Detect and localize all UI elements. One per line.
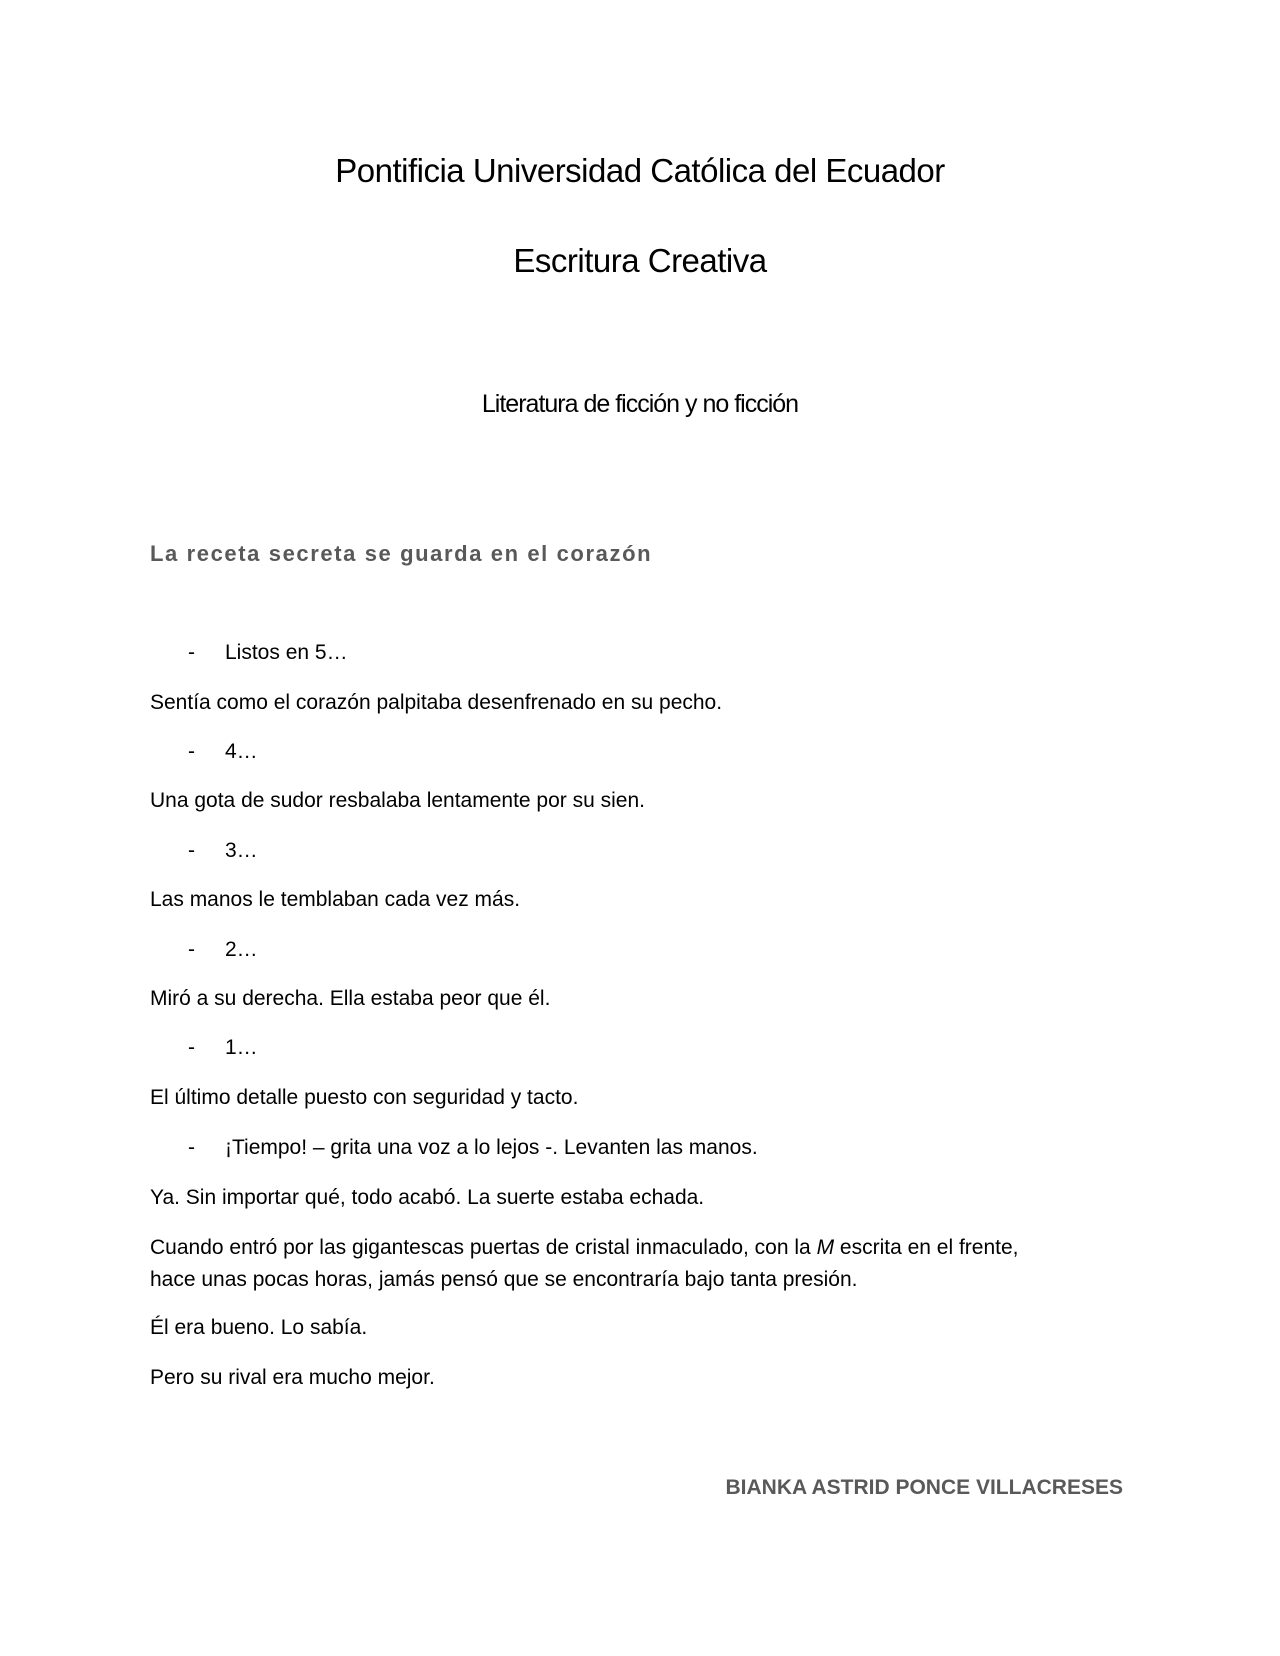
dialogue-item: - Listos en 5… [188,641,348,664]
paragraph: Sentía como el corazón palpitaba desenfrenado en su pecho. [150,691,723,714]
paragraph: Pero su rival era mucho mejor. [150,1366,435,1389]
paragraph: Miró a su derecha. Ella estaba peor que él. [150,987,551,1010]
story-title: La receta secreta se guarda en el corazón [150,541,653,566]
paragraph: Ya. Sin importar qué, todo acabó. La suerte estaba echada. [150,1186,705,1209]
document-subtitle: Literatura de ficción y no ficción [481,390,799,418]
author-name: BIANKA ASTRID PONCE VILLACRESES [725,1476,1123,1499]
university-title: Pontificia Universidad Católica del Ecuador [335,152,945,189]
dialogue-item: - 4… [188,740,258,763]
paragraph: Las manos le temblaban cada vez más. [150,888,521,911]
paragraph: El último detalle puesto con seguridad y tacto. [150,1086,579,1109]
dialogue-item: - 1… [188,1036,258,1059]
paragraph-continuation: hace unas pocas horas, jamás pensó que se encontraría bajo tanta presión. [150,1268,858,1291]
paragraph: Una gota de sudor resbalaba lentamente por su sien. [150,789,645,812]
dialogue-item: - 3… [188,839,258,862]
course-title: Escritura Creativa [513,242,767,279]
paragraph: Cuando entró por las gigantescas puertas de cristal inmaculado, con la M escrita en el frente, [150,1236,1019,1259]
dialogue-item: - ¡Tiempo! – grita una voz a lo lejos -. Levanten las manos. [188,1136,758,1159]
dialogue-item: - 2… [188,938,258,961]
paragraph: Él era bueno. Lo sabía. [150,1316,368,1339]
